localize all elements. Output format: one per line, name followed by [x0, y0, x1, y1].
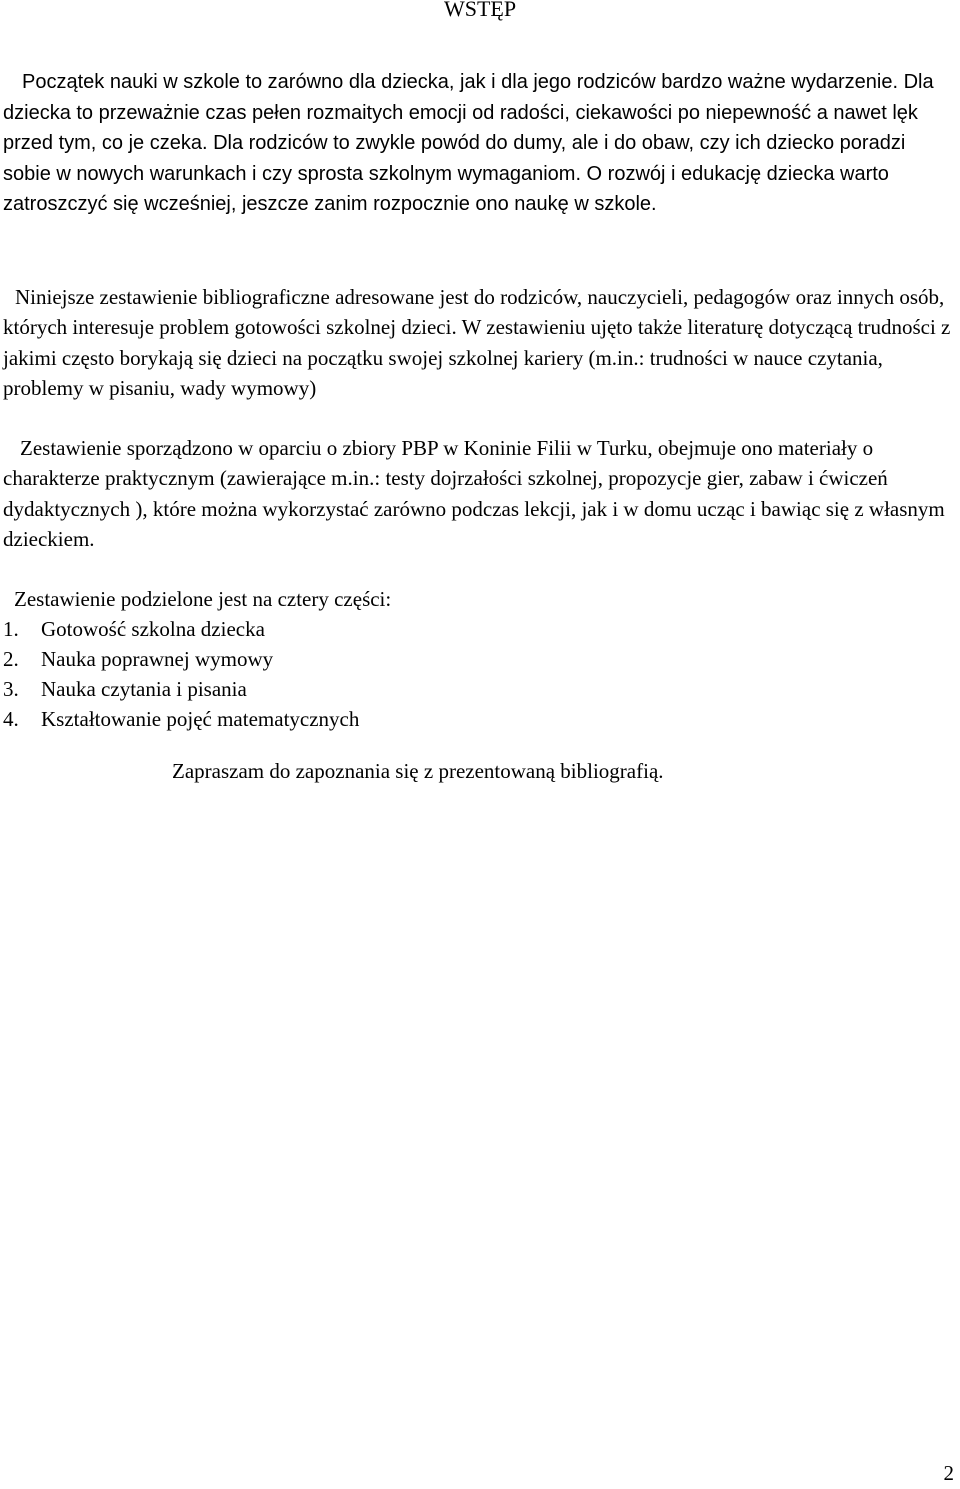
list-item-label: Gotowość szkolna dziecka [41, 617, 265, 641]
list-item [3, 614, 359, 644]
list-item-number: 4. [3, 707, 19, 731]
list-item [3, 704, 359, 734]
list-item-label: Nauka poprawnej wymowy [41, 647, 274, 671]
audience-paragraph: Niniejsze zestawienie bibliograficzne adresowane jest do rodziców, nauczycieli, pedagogów oraz innych osób, których interesuje problem gotowości szkolnej dzieci. W zestawieniu ujęto także literaturę dotyczącą trudności z jakimi często borykają się dzieci na początku swojej szkolnej kariery (m.in.: trudności w nauce czytania, problemy w pisaniu, wady wymowy) [3, 285, 951, 400]
parts-intro: Zestawienie podzielone jest na cztery części: [14, 587, 392, 611]
list-item-number: 1. [3, 617, 19, 641]
list-item [3, 644, 359, 674]
intro-paragraph: Początek nauki w szkole to zarówno dla dziecka, jak i dla jego rodziców bardzo ważne wydarzenie. Dla dziecka to przeważnie czas pełen rozmaitych emocji od radości, ciekawości po niepewność a nawet lęk przed tym, co je czeka. Dla rodziców to zwykle powód do dumy, ale i do obaw, czy ich dziecko poradzi sobie w nowych warunkach i czy sprosta szkolnym wymaganiom. O rozwój i edukację dziecka warto zatroszczyć się wcześniej, jeszcze zanim rozpocznie ono naukę w szkole. [3, 71, 934, 215]
list-item [3, 674, 359, 704]
source-paragraph: Zestawienie sporządzono w oparciu o zbiory PBP w Koninie Filii w Turku, obejmuje ono materiały o charakterze praktycznym (zawierające m.in.: testy dojrzałości szkolnej, propozycje gier, zabaw i ćwiczeń dydaktycznych ), które można wykorzystać zarówno podczas lekcji, jak i w domu ucząc i bawiąc się z własnym dzieckiem. [3, 436, 945, 551]
list-item-label: Nauka czytania i pisania [41, 677, 247, 701]
list-item-number: 3. [3, 677, 19, 701]
page-title: WSTĘP [443, 0, 517, 21]
parts-list [3, 614, 359, 734]
list-item-label: Kształtowanie pojęć matematycznych [41, 707, 360, 731]
list-item-number: 2. [3, 647, 19, 671]
closing-line: Zapraszam do zapoznania się z prezentowaną bibliografią. [172, 759, 664, 783]
page-number: 2 [943, 1461, 954, 1485]
